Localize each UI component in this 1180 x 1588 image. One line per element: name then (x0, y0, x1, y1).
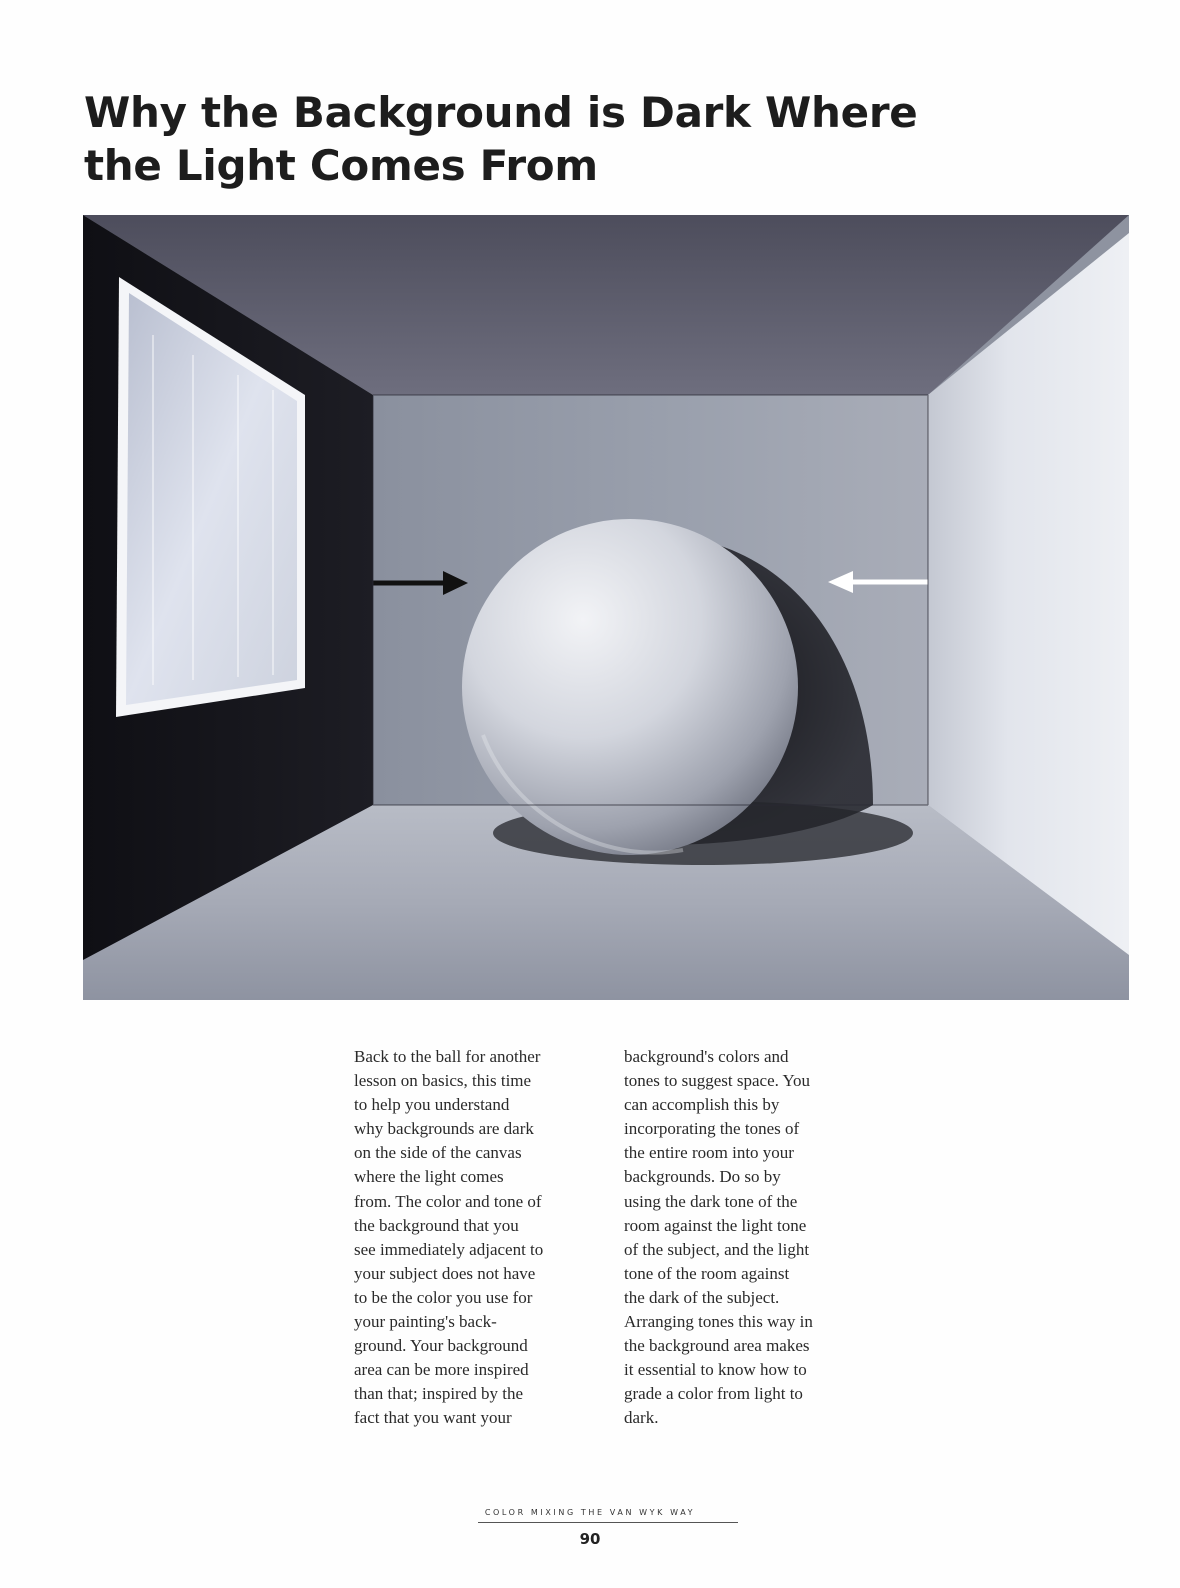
text-line: Back to the ball for another (354, 1047, 541, 1066)
footer-divider (478, 1522, 738, 1523)
text-line: on the side of the canvas (354, 1143, 522, 1163)
page-title (84, 86, 984, 192)
page-number: 90 (579, 1530, 601, 1548)
text-line: lesson on basics, this time (354, 1071, 532, 1091)
text-line: Arranging tones this way in (624, 1312, 813, 1332)
text-line: backgrounds. Do so by (624, 1167, 781, 1187)
text-line: of the subject, and the light (624, 1239, 810, 1259)
text-line: using the dark tone of the (624, 1191, 798, 1211)
text-line: from. The color and tone of (354, 1191, 542, 1211)
text-line: it essential to know how to (624, 1360, 807, 1380)
text-line: area can be more inspired (354, 1360, 529, 1380)
text-line: the entire room into your (624, 1143, 794, 1163)
body-text-column-right (624, 1045, 864, 1431)
text-line: ground. Your background (354, 1336, 528, 1356)
text-line: dark. (624, 1408, 659, 1428)
text-line: to be the color you use for (354, 1287, 533, 1307)
text-line: to help you understand (354, 1095, 510, 1115)
text-line: background's colors and (624, 1047, 789, 1066)
text-line: why backgrounds are dark (354, 1119, 534, 1139)
text-line: fact that you want your (354, 1408, 512, 1428)
running-footer-title: COLOR MIXING THE VAN WYK WAY (484, 1508, 696, 1517)
text-line: your subject does not have (354, 1263, 536, 1283)
text-line: see immediately adjacent to (354, 1239, 544, 1259)
text-line: room against the light tone (624, 1215, 807, 1235)
text-line: the background that you (354, 1215, 519, 1235)
text-line: grade a color from light to (624, 1384, 803, 1404)
body-text-column-left (354, 1045, 594, 1431)
page-title-line-2: the Light Comes From (84, 141, 598, 190)
text-line: tone of the room against (624, 1263, 790, 1283)
text-line: tones to suggest space. You (624, 1071, 811, 1091)
text-line: where the light comes (354, 1167, 504, 1187)
page-title-line-1: Why the Background is Dark Where (84, 88, 918, 137)
sphere-room-painting (83, 215, 1129, 1000)
text-line: than that; inspired by the (354, 1384, 524, 1404)
text-line: the background area makes (624, 1336, 810, 1356)
text-line: incorporating the tones of (624, 1119, 800, 1139)
text-line: the dark of the subject. (624, 1287, 780, 1307)
text-line: can accomplish this by (624, 1095, 780, 1115)
text-line: your painting's back- (354, 1312, 497, 1332)
